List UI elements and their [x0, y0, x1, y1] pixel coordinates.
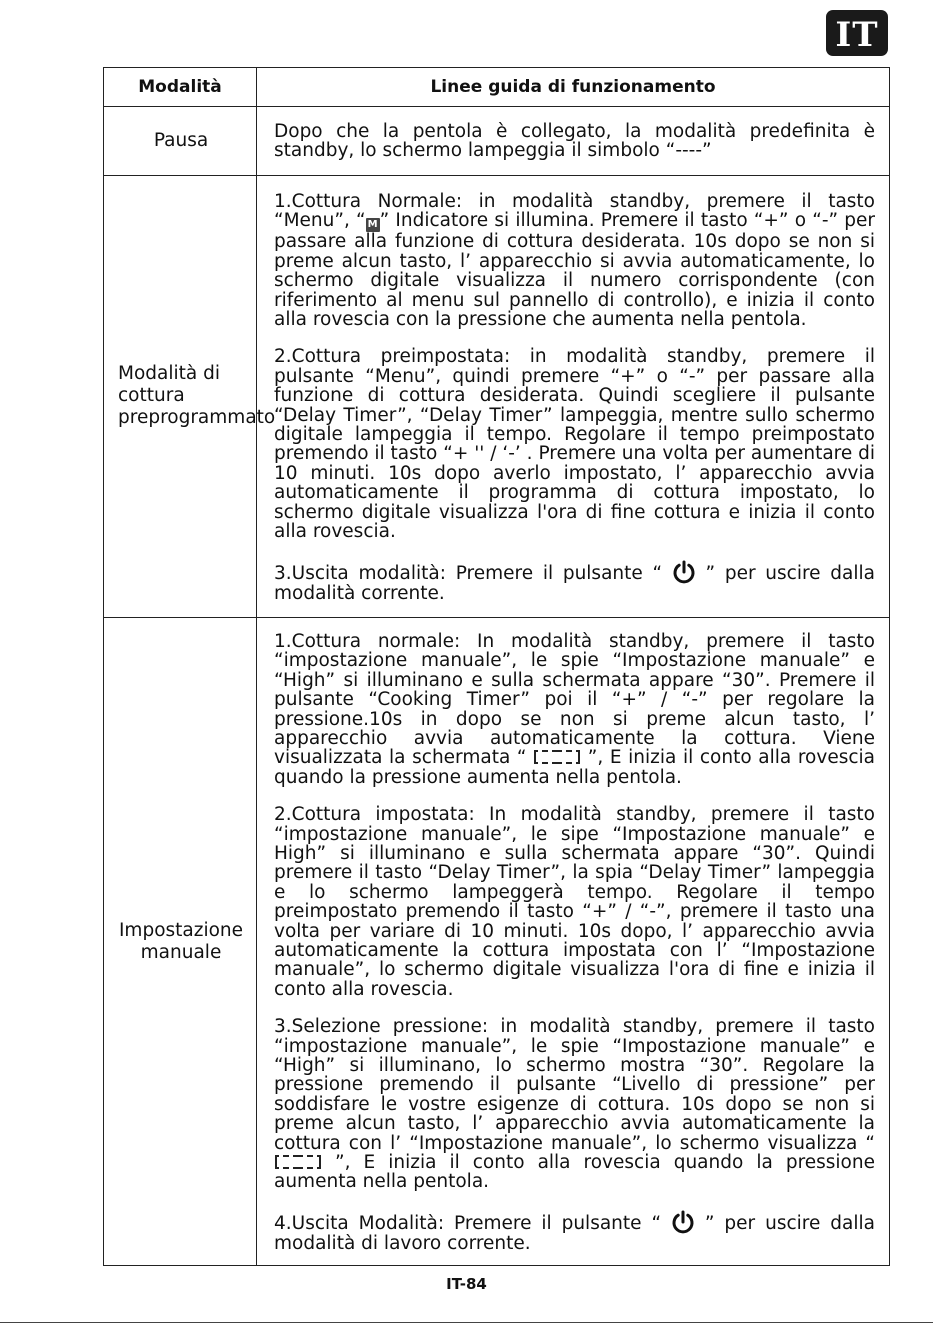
paragraph-text: 3.Selezione pressione: in modalità standby, premere il tasto “impostazione manuale”, le spie “Impostazione manuale” e “High” si illuminano, lo schermo mostra “30”. Regolare la pressione premendo il pulsante “Livello di pressione” per soddisfare le vostre esigenze di cottura. 10s dopo se non si preme alcun tasto, l’ apparecchio avvia automaticamente la cottura con l’ “Impostazione manuale”, lo schermo visualizza “ [274, 1016, 875, 1154]
bottom-divider [0, 1322, 933, 1323]
paragraph-text: ”, E inizia il conto alla rovescia quando la pressione aumenta nella pentola. [274, 1152, 875, 1193]
mode-label: Modalità di cottura preprogrammato [118, 363, 276, 429]
table-row [104, 176, 890, 618]
page-number: IT-84 [446, 1275, 487, 1293]
paragraph-text: ” Indicatore si illumina. Premere il tasto “+” o “-” per passare alla funzione di cottura desiderata. 10s dopo se non si preme alcun tasto, l’ apparecchio si avvia automaticamente, lo schermo digitale visualizza il numero corrispondente (con riferimento al menu sul pannello di controllo), e inizia il conto alla rovescia con la pressione che aumenta nella pentola. [274, 210, 876, 331]
guideline-cell [257, 176, 890, 618]
paragraph-text: ” per uscire dalla modalità corrente. [274, 562, 875, 604]
guideline-paragraph [274, 560, 875, 603]
paragraph-text: ”, E inizia il conto alla rovescia quando la pressione aumenta nella pentola. [274, 747, 875, 788]
header-mode: Modalità [104, 68, 257, 107]
operating-guidelines-table [103, 67, 890, 1266]
guideline-paragraph [274, 1017, 875, 1192]
paragraph-text: ” per uscire dalla modalità di lavoro corrente. [274, 1212, 875, 1254]
guideline-paragraph: Dopo che la pentola è collegato, la modalità predefinita è standby, lo schermo lampeggia il simbolo “----” [274, 120, 875, 161]
mode-cell: Pausa [104, 107, 257, 176]
segment-display-icon [533, 749, 581, 765]
paragraph-text: 1.Cottura Normale: in modalità standby, premere il tasto “Menu”, “ [274, 191, 875, 232]
header-guidelines: Linee guida di funzionamento [257, 68, 890, 107]
guideline-paragraph: 2.Cottura impostata: In modalità standby, premere il tasto “impostazione manuale”, le sipe “Impostazione manuale” e High” si illuminano e sulla schermata appare “30”. Quindi premere il tasto “Delay Timer”, la spia “Delay Timer” lampeggia e lo schermo lampeggerà tempo. Regolare il tempo preimpostato premendo il tasto “+” / “-”, premere il tasto una volta per variare di 10 minuti. 10s dopo, l’ apparecchio avvia automaticamente la cottura impostata con l’ “Impostazione manuale”, lo schermo digitale visualizza l'ora di fine e inizia il conto alla rovescia. [274, 804, 875, 1000]
paragraph-text: 1.Cottura normale: In modalità standby, premere il tasto “impostazione manuale”, le spie “Impostazione manuale” e “High” si illuminano e sulla schermata appare “30”. Premere il pulsante “Cooking Timer” poi il “+” / “-” per regolare la pressione.10s in dopo se non si preme alcun tasto, l’ apparecchio avvia automaticamente la cottura. Viene visualizzata la schermata “ [274, 630, 875, 769]
power-icon [671, 1210, 695, 1234]
table-row [104, 617, 890, 1265]
guideline-paragraph [274, 192, 875, 329]
segment-display-icon [274, 1154, 322, 1170]
guideline-paragraph [274, 632, 875, 787]
guideline-cell [257, 107, 890, 176]
menu-indicator-icon: M [366, 218, 380, 232]
paragraph-text: 4.Uscita Modalità: Premere il pulsante “ [274, 1212, 662, 1234]
paragraph-text: 3.Uscita modalità: Premere il pulsante “ [274, 562, 663, 584]
table-row [104, 107, 890, 176]
table-header-row [104, 68, 890, 107]
guideline-paragraph [274, 1210, 875, 1253]
language-badge: IT [826, 10, 888, 56]
guideline-paragraph: 2.Cottura preimpostata: in modalità standby, premere il pulsante “Menu”, quindi premere “+” o “-” per passare alla funzione di cottura desiderata. Quindi scegliere il pulsante “Delay Timer”, “Delay Timer” lampeggia, mentre sullo schermo digitale lampeggia il tempo. Regolare il tempo preimpostato premendo il tasto “+ '' / ‘-’ . Premere una volta per aumentare di 10 minuti. 10s dopo averlo impostato, l’ apparecchio avvia automaticamente il programma di cottura impostato, lo schermo digitale visualizza l'ora di fine cottura e inizia il conto alla rovescia. [274, 346, 876, 543]
guideline-cell [257, 617, 890, 1265]
power-icon [672, 560, 696, 584]
mode-cell [104, 617, 257, 1265]
mode-label: Impostazione manuale [118, 919, 244, 963]
mode-cell [104, 176, 276, 618]
